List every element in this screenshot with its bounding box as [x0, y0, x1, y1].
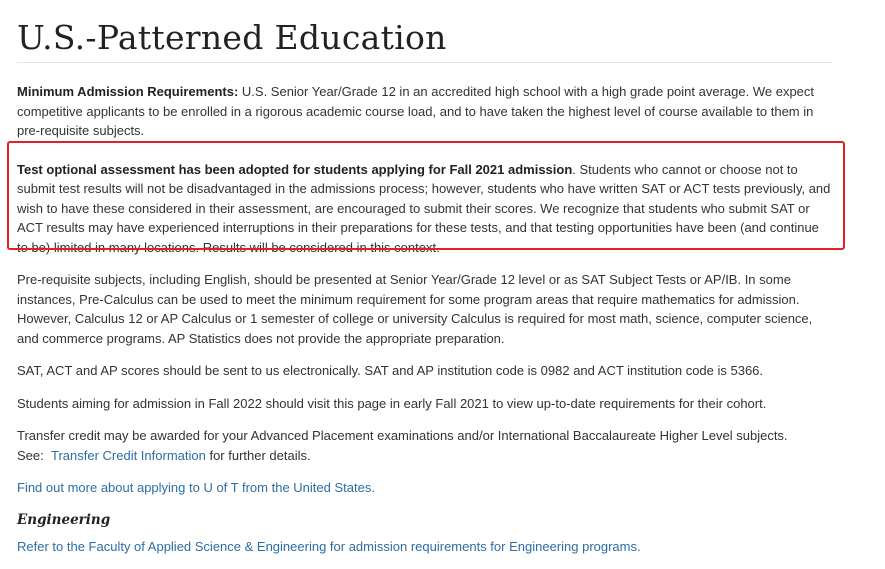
transfer-see-label: See: — [17, 447, 48, 463]
engineering-requirements-link[interactable]: Refer to the Faculty of Applied Science & Engineering for admission requirements for Engineering programs. — [17, 538, 641, 554]
min-requirements-text: U.S. Senior Year/Grade 12 in an accredited high school with a high grade point average. We expect competitive applicants to be enrolled in a rigorous academic course load, and to have taken the highest level of course available to them in pre-requisite subjects. — [17, 84, 815, 138]
transfer-paragraph — [17, 426, 832, 465]
scores-paragraph: SAT, ACT and AP scores should be sent to us electronically. SAT and AP institution code is 0982 and ACT institution code is 5366. — [17, 363, 764, 378]
min-requirements-label: Minimum Admission Requirements: — [17, 84, 239, 99]
min-requirements-paragraph — [17, 82, 832, 141]
transfer-suffix: for further details. — [205, 447, 311, 463]
find-out-more-link[interactable]: Find out more about applying to U of T from the United States. — [17, 480, 375, 495]
test-optional-bold: Test optional assessment has been adopted for students applying for Fall 2021 admission — [17, 161, 573, 177]
prerequisites-paragraph: Pre-requisite subjects, including English, should be presented at Senior Year/Grade 12 level or as SAT Subject Tests or AP/IB. In some instances, Pre-Calculus can be used to meet the minimum requirement for some program areas that require mathematics for admission. However, Calculus 12 or AP Calculus or 1 semester of college or university Calculus is required for most math, science, computer science, and commerce programs. AP Statistics does not provide the appropriate preparation. — [17, 272, 813, 346]
find-out-paragraph — [17, 478, 832, 498]
engineering-paragraph — [17, 537, 832, 557]
highlight-box — [7, 141, 845, 250]
test-optional-text: . Students who cannot or choose not to submit test results will not be disadvantaged in the admissions process; however, students who have written SAT or ACT tests previously, and wish to have these considered in their assessment, are encouraged to submit their scores. We recognize that students who submit SAT or ACT results may have experienced interruptions in their preparations for these tests, and that testing opportunities have been (and continue to be) limited in many locations. Results will be considered in this context. — [17, 161, 831, 255]
page-title: U.S.-Patterned Education — [17, 0, 832, 63]
main-content — [17, 0, 832, 556]
transfer-text: Transfer credit may be awarded for your Advanced Placement examinations and/or International Baccalaureate Higher Level subjects. — [17, 428, 788, 443]
transfer-credit-link[interactable]: Transfer Credit Information — [50, 447, 206, 463]
engineering-heading: Engineering — [17, 511, 111, 528]
fall-2022-paragraph: Students aiming for admission in Fall 2022 should visit this page in early Fall 2021 to view up-to-date requirements for their cohort. — [17, 395, 767, 411]
